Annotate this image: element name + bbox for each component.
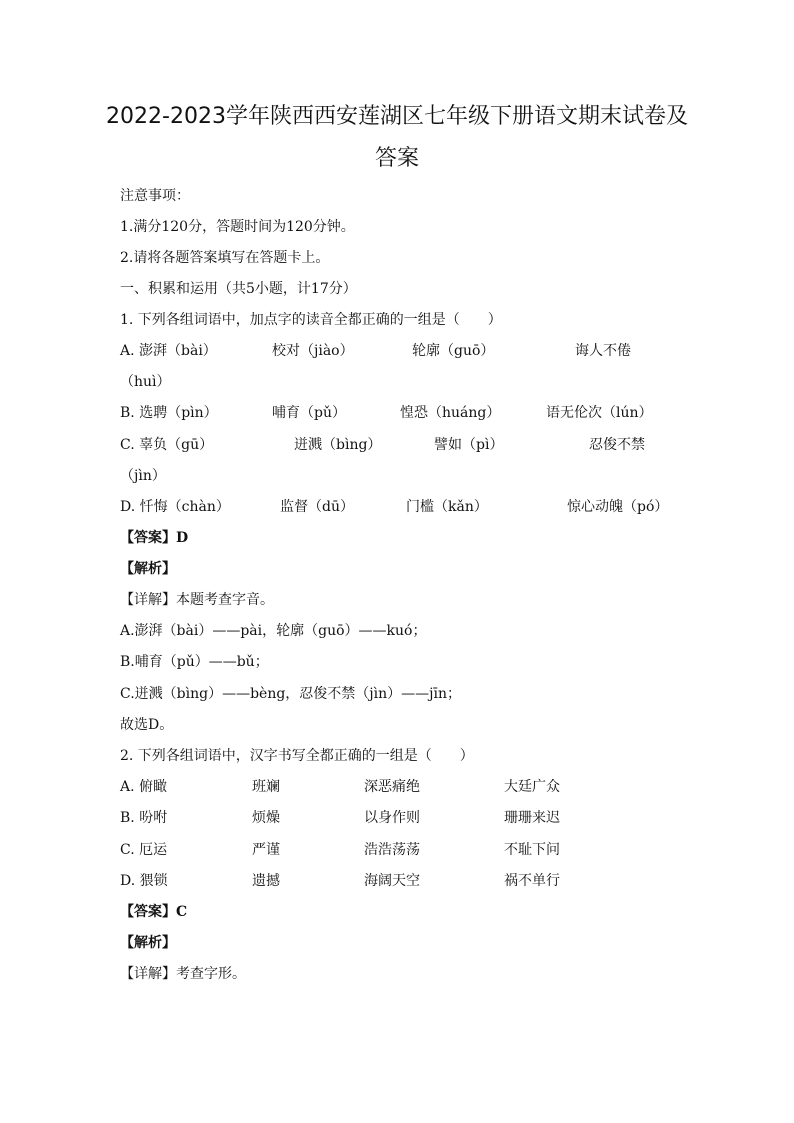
q2-option-c-label: C. 厄运: [120, 842, 168, 858]
section-1-heading: 一、积累和运用（共5小题，计17分）: [120, 281, 357, 297]
q1-option-b-label: B. 选聘（pìn）: [120, 405, 218, 421]
q2-option-c-word-4: 不耻下问: [504, 842, 560, 858]
q2-option-d-word-4: 祸不单行: [504, 873, 560, 889]
q1-answer: 【答案】D: [120, 530, 189, 546]
q2-option-a-word-2: 班斓: [252, 779, 280, 795]
notice-item-2: 2.请将各题答案填写在答题卡上。: [120, 250, 330, 266]
q2-option-b-label: B. 吩咐: [120, 810, 168, 826]
notice-heading: 注意事项：: [120, 188, 190, 204]
q1-option-d-label: D. 忏悔（chàn）: [120, 499, 230, 515]
q1-option-d-word-3: 门槛（kǎn）: [406, 499, 488, 515]
q1-option-d-word-2: 监督（dū）: [280, 499, 354, 515]
q1-option-c-word-4: 忍俊不禁: [589, 437, 645, 453]
q2-option-b-word-3: 以身作则: [364, 810, 420, 826]
q2-answer: 【答案】C: [120, 904, 188, 920]
document-title-line-1: 2022-2023学年陕西西安莲湖区七年级下册语文期末试卷及: [106, 104, 688, 129]
q1-option-c-label: C. 辜负（gū）: [120, 437, 214, 453]
q1-option-c-word-3: 譬如（pì）: [434, 437, 504, 453]
q1-option-b-word-4: 语无伦次（lún）: [546, 405, 653, 421]
q2-option-d-label: D. 猥锁: [120, 873, 168, 889]
q1-option-a-wrap: （huì）: [120, 374, 171, 390]
q2-option-b-word-2: 烦燥: [252, 810, 280, 826]
q1-explanation-1: A.澎湃（bài）——pài，轮廓（guō）——kuó；: [120, 623, 427, 639]
q1-stem: 1. 下列各组词语中，加点字的读音全都正确的一组是（ ）: [120, 312, 502, 328]
q1-option-c-wrap: （jìn）: [120, 468, 166, 484]
q2-analysis-heading: 【解析】: [120, 935, 176, 951]
q2-option-a-label: A. 俯瞰: [120, 779, 168, 795]
q1-option-b-word-3: 惶恐（huáng）: [400, 405, 501, 421]
q2-option-c-word-3: 浩浩荡荡: [364, 842, 420, 858]
q2-stem: 2. 下列各组词语中，汉字书写全都正确的一组是（ ）: [120, 748, 474, 764]
q2-detail: 【详解】考查字形。: [120, 966, 246, 982]
q1-option-c-word-2: 迸溅（bìng）: [294, 437, 382, 453]
q1-detail: 【详解】本题考查字音。: [120, 592, 274, 608]
q2-option-d-word-2: 遗撼: [252, 873, 280, 889]
q1-option-d-word-4: 惊心动魄（pó）: [567, 499, 669, 515]
q2-option-b-word-4: 珊珊来迟: [504, 810, 560, 826]
q2-option-d-word-3: 海阔天空: [364, 873, 420, 889]
q2-option-a-word-3: 深恶痛绝: [364, 779, 420, 795]
q1-option-a-word-4: 诲人不倦: [575, 343, 631, 359]
q2-option-c-word-2: 严谨: [252, 842, 280, 858]
q1-explanation-3: C.迸溅（bìng）——bèng，忍俊不禁（jìn）——jīn；: [120, 686, 461, 702]
q1-option-b-word-2: 哺育（pǔ）: [272, 405, 346, 421]
q1-option-a-label: A. 澎湃（bài）: [120, 343, 217, 359]
q2-option-a-word-4: 大廷广众: [504, 779, 560, 795]
q1-option-a-word-3: 轮廓（guō）: [412, 343, 495, 359]
q1-explanation-2: B.哺育（pǔ）——bǔ；: [120, 654, 269, 670]
q1-analysis-heading: 【解析】: [120, 561, 176, 577]
q1-conclusion: 故选D。: [120, 717, 174, 733]
notice-item-1: 1.满分120分，答题时间为120分钟。: [120, 219, 355, 235]
q1-option-a-word-2: 校对（jiào）: [272, 343, 354, 359]
document-title-line-2: 答案: [374, 146, 419, 171]
